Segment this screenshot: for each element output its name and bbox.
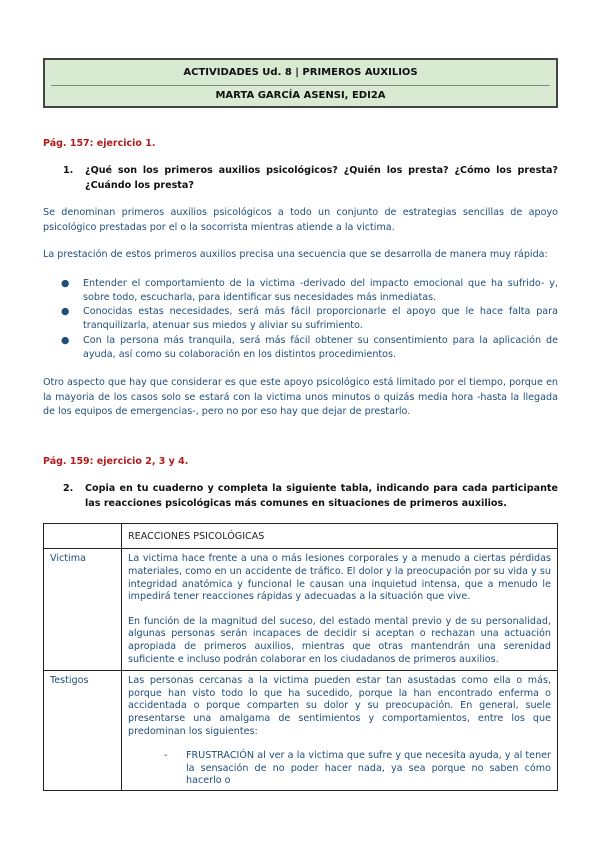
bullet-list <box>43 277 558 363</box>
question-1 <box>43 163 558 193</box>
list-item <box>43 334 558 363</box>
list-item-text: Con la persona más tranquila, será más fácil obtener su consentimiento para la aplicación de ayuda, así como su colaboración en los distintos procedimientos. <box>83 334 558 360</box>
question-text: ¿Qué son los primeros auxilios psicológicos? ¿Quién los presta? ¿Cómo los presta? ¿Cuándo los presta? <box>85 165 558 191</box>
row-label: Testigos <box>44 671 122 791</box>
header-box <box>43 58 558 108</box>
reactions-table <box>43 523 558 791</box>
paragraph: Otro aspecto que hay que considerar es que este apoyo psicológico está limitado por el tiempo, porque en la mayoria de los casos solo se estará con la victima unos minutos o quizás media hora -hasta la llegada de los equipos de emergencias-, pero no por eso hay que dejar de prestarlo. <box>43 377 558 418</box>
question-text: Copia en tu cuaderno y completa la siguiente tabla, indicando para cada participante las reacciones psicológicas más comunes en situaciones de primeros auxilios. <box>85 482 558 509</box>
list-item <box>43 305 558 334</box>
dash-bullet: - <box>164 750 168 762</box>
cell-paragraph: En función de la magnitud del suceso, del estado mental previo y de su personalidad, algunas personas serán incapaces de decidir si aceptan o rechazan una actuación apropiada de primeros auxilios, mientras que otras mantendrán una serenidad suficiente e incluso podrán colaborar en los ciudadanos de primeros auxilios. <box>128 615 551 665</box>
section-heading-1: Pág. 157: ejercicio 1. <box>43 138 156 149</box>
author-line: MARTA GARCÍA ASENSI, EDI2A <box>215 90 386 101</box>
list-item <box>43 277 558 306</box>
bullet-icon: ● <box>61 277 70 289</box>
paragraph: La prestación de estos primeros auxilios precisa una secuencia que se desarrolla de manera muy rápida: <box>43 249 548 260</box>
header-divider <box>51 85 550 86</box>
list-item-text: Conocidas estas necesidades, será más fácil proporcionarle el apoyo que le hace falta para tranquilizarla, atenuar sus miedos y aliviar su sufrimiento. <box>83 306 558 332</box>
row-content <box>122 549 558 671</box>
cell-paragraph: La victima hace frente a una o más lesiones corporales y a menudo a ciertas pérdidas materiales, como en un accidente de tráfico. El dolor y la preocupación por su vida y su integridad anatómica y funcional le causan una inquietud intensa, que a menudo le impedirá tener reacciones rápidas y adecuadas a la situación que vive. <box>128 553 551 603</box>
document-title: ACTIVIDADES Ud. 8 | PRIMEROS AUXILIOS <box>183 67 418 78</box>
table-header-cell <box>44 523 122 549</box>
cell-paragraph: Las personas cercanas a la victima pueden estar tan asustadas como ella o más, porque han visto todo lo que ha sucedido, porque la han encontrado enferma o accidentada o porque comparten su dolor y su preocupación. En general, suele presentarse una amalgama de sentimientos y comportamientos, entre los que predominan los siguientes: <box>128 675 551 737</box>
table-row <box>44 671 558 791</box>
section-heading-2: Pág. 159: ejercicio 2, 3 y 4. <box>43 455 189 467</box>
table-row <box>44 549 558 671</box>
question-number: 1. <box>63 165 74 176</box>
table-header-cell: REACCIONES PSICOLÓGICAS <box>122 523 558 549</box>
dash-list-item <box>128 750 551 788</box>
table-header-row <box>44 523 558 549</box>
bullet-icon: ● <box>61 306 70 318</box>
paragraph: Se denominan primeros auxilios psicológicos a todo un conjunto de estrategias sencillas de apoyo psicológico prestadas por el o la socorrista mientras atiende a la victima. <box>43 207 558 233</box>
list-item-text: Entender el comportamiento de la victima -derivado del impacto emocional que ha sufrido- y, sobre todo, escucharla, para identificar sus necesidades más inmediatas. <box>83 277 558 303</box>
bullet-icon: ● <box>61 334 70 346</box>
row-content <box>122 671 558 791</box>
question-2 <box>43 481 558 511</box>
document-page <box>43 58 558 791</box>
row-label: Victima <box>44 549 122 671</box>
question-number: 2. <box>63 482 74 494</box>
dash-list-text: FRUSTRACIÓN al ver a la victima que sufre y que necesita ayuda, y al tener la sensación de no poder hacer nada, ya sea porque no saben cómo hacerlo o <box>186 750 551 787</box>
